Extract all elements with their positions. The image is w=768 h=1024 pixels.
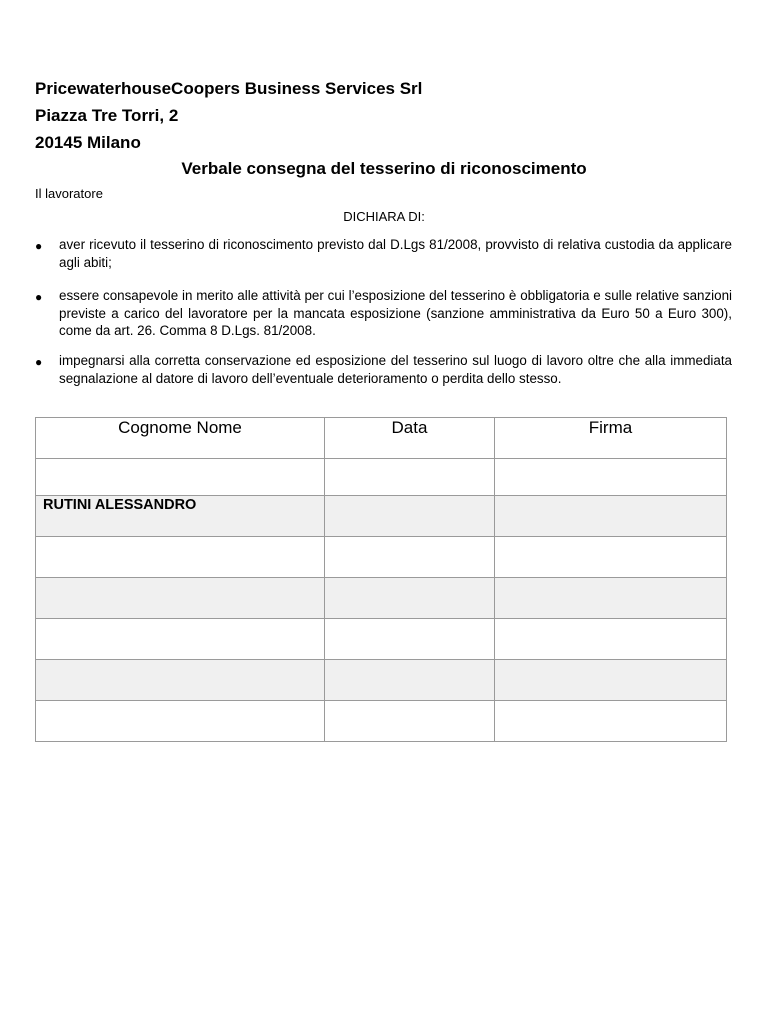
name-cell[interactable] [36, 578, 325, 619]
company-city: 20145 Milano [35, 133, 141, 152]
table-row [36, 496, 727, 537]
bullet-dot-icon: ● [35, 239, 43, 253]
signature-table [35, 417, 727, 742]
name-cell[interactable]: RUTINI ALESSANDRO [36, 496, 325, 537]
signature-cell[interactable] [495, 660, 727, 701]
signature-cell[interactable] [495, 701, 727, 742]
date-cell[interactable] [325, 578, 495, 619]
name-cell[interactable] [36, 701, 325, 742]
document-title: Verbale consegna del tesserino di riconoscimento [181, 159, 587, 178]
name-cell[interactable] [36, 660, 325, 701]
name-cell[interactable] [36, 537, 325, 578]
date-cell[interactable] [325, 537, 495, 578]
table-header-row [36, 418, 727, 459]
table-row [36, 701, 727, 742]
signature-cell[interactable] [495, 496, 727, 537]
date-cell[interactable] [325, 496, 495, 537]
declare-heading: DICHIARA DI: [343, 209, 425, 224]
declaration-bullet [35, 287, 732, 340]
name-cell[interactable] [36, 619, 325, 660]
bullet-text: aver ricevuto il tesserino di riconoscimento previsto dal D.Lgs 81/2008, provvisto di relativa custodia da applicare agli abiti; [59, 237, 732, 270]
company-name: PricewaterhouseCoopers Business Services Srl [35, 79, 423, 98]
table-row [36, 578, 727, 619]
table-row [36, 619, 727, 660]
table-row [36, 459, 727, 496]
column-header-date: Data [325, 418, 495, 459]
signature-cell[interactable] [495, 619, 727, 660]
signature-cell[interactable] [495, 578, 727, 619]
table-row [36, 660, 727, 701]
bullet-dot-icon: ● [35, 355, 43, 369]
table-row [36, 537, 727, 578]
name-cell[interactable] [36, 459, 325, 496]
column-header-name: Cognome Nome [36, 418, 325, 459]
signature-cell[interactable] [495, 537, 727, 578]
bullet-dot-icon: ● [35, 290, 43, 304]
date-cell[interactable] [325, 619, 495, 660]
signature-cell[interactable] [495, 459, 727, 496]
declaration-bullet [35, 352, 732, 387]
bullet-text: impegnarsi alla corretta conservazione ed esposizione del tesserino sul luogo di lavoro oltre che alla immediata segnalazione al datore di lavoro dell’eventuale deterioramento o perdita dello stesso. [59, 353, 732, 386]
intro-text: Il lavoratore [35, 186, 103, 201]
column-header-signature: Firma [495, 418, 727, 459]
company-address: Piazza Tre Torri, 2 [35, 106, 179, 125]
bullet-text: essere consapevole in merito alle attività per cui l’esposizione del tesserino è obbligatoria e sulle relative sanzioni previste a carico del lavoratore per la mancata esposizione (sanzione amministrativa da Euro 50 a Euro 300), come da art. 26. Comma 8 D.Lgs. 81/2008. [59, 288, 732, 338]
declaration-bullet [35, 236, 732, 271]
date-cell[interactable] [325, 459, 495, 496]
date-cell[interactable] [325, 660, 495, 701]
date-cell[interactable] [325, 701, 495, 742]
